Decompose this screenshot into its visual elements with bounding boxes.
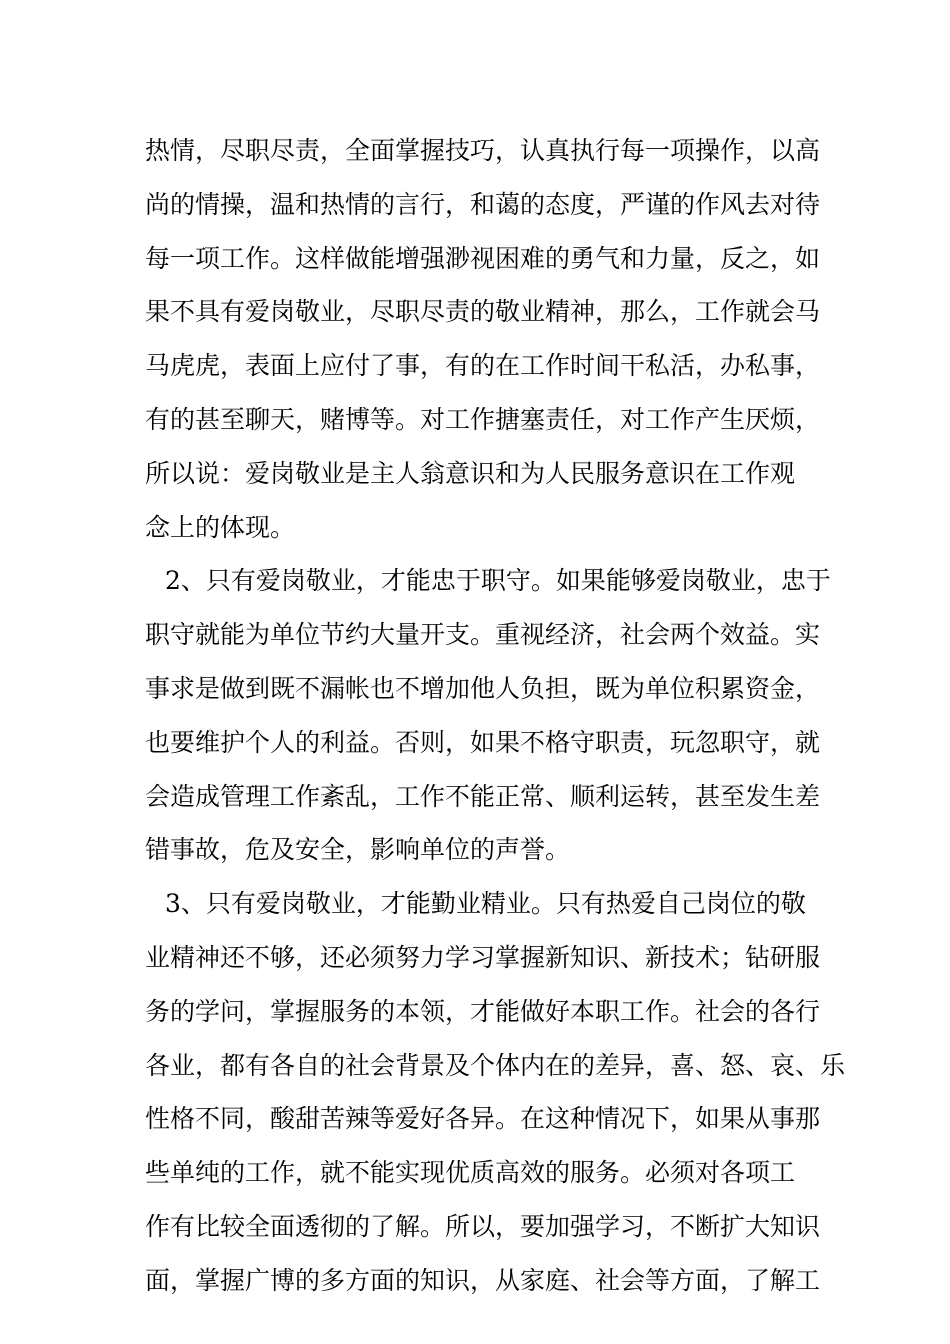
body-text — [145, 124, 846, 1308]
text-line: 果不具有爱岗敬业，尽职尽责的敬业精神，那么，工作就会马 — [145, 297, 821, 327]
paragraph-3 — [145, 877, 846, 1307]
text-line: 些单纯的工作，就不能实现优质高效的服务。必须对各项工 — [145, 1158, 796, 1188]
text-line: 作有比较全面透彻的了解。所以，要加强学习，不断扩大知识 — [145, 1211, 821, 1241]
text-line: 业精神还不够，还必须努力学习掌握新知识、新技术；钻研服 — [145, 942, 821, 972]
text-line: 所以说：爱岗敬业是主人翁意识和为人民服务意识在工作观 — [145, 458, 796, 488]
text-line: 错事故，危及安全，影响单位的声誉。 — [145, 835, 571, 865]
text-line: 热情，尽职尽责，全面掌握技巧，认真执行每一项操作，以高 — [145, 136, 821, 165]
paragraph-2 — [145, 554, 831, 877]
text-line: 马虎虎，表面上应付了事，有的在工作时间干私活，办私事， — [145, 351, 821, 381]
text-line: 会造成管理工作紊乱，工作不能正常、顺利运转，甚至发生差 — [145, 781, 821, 811]
text-line: 3、只有爱岗敬业，才能勤业精业。只有热爱自己岗位的敬 — [165, 889, 806, 919]
text-line: 2、只有爱岗敬业，才能忠于职守。如果能够爱岗敬业，忠于 — [165, 566, 831, 596]
text-line: 也要维护个人的利益。否则，如果不格守职责，玩忽职守，就 — [145, 727, 821, 757]
text-line: 尚的情操，温和热情的言行，和蔼的态度，严谨的作风去对待 — [145, 189, 821, 219]
text-line: 面，掌握广博的多方面的知识，从家庭、社会等方面，了解工 — [145, 1265, 821, 1295]
text-line: 有的甚至聊天，赌博等。对工作搪塞责任，对工作产生厌烦， — [145, 404, 821, 434]
text-line: 事求是做到既不漏帐也不增加他人负担，既为单位积累资金， — [145, 673, 821, 703]
text-line: 每一项工作。这样做能增强渺视困难的勇气和力量，反之，如 — [145, 243, 821, 273]
text-line: 性格不同，酸甜苦辣等爱好各异。在这种情况下，如果从事那 — [145, 1104, 821, 1134]
text-line: 各业，都有各自的社会背景及个体内在的差异，喜、怒、哀、乐 — [145, 1050, 846, 1080]
text-line: 念上的体现。 — [145, 512, 296, 542]
text-line: 务的学问，掌握服务的本领，才能做好本职工作。社会的各行 — [145, 996, 821, 1026]
text-line: 职守就能为单位节约大量开支。重视经济，社会两个效益。实 — [145, 620, 821, 650]
paragraph-1 — [145, 124, 825, 554]
